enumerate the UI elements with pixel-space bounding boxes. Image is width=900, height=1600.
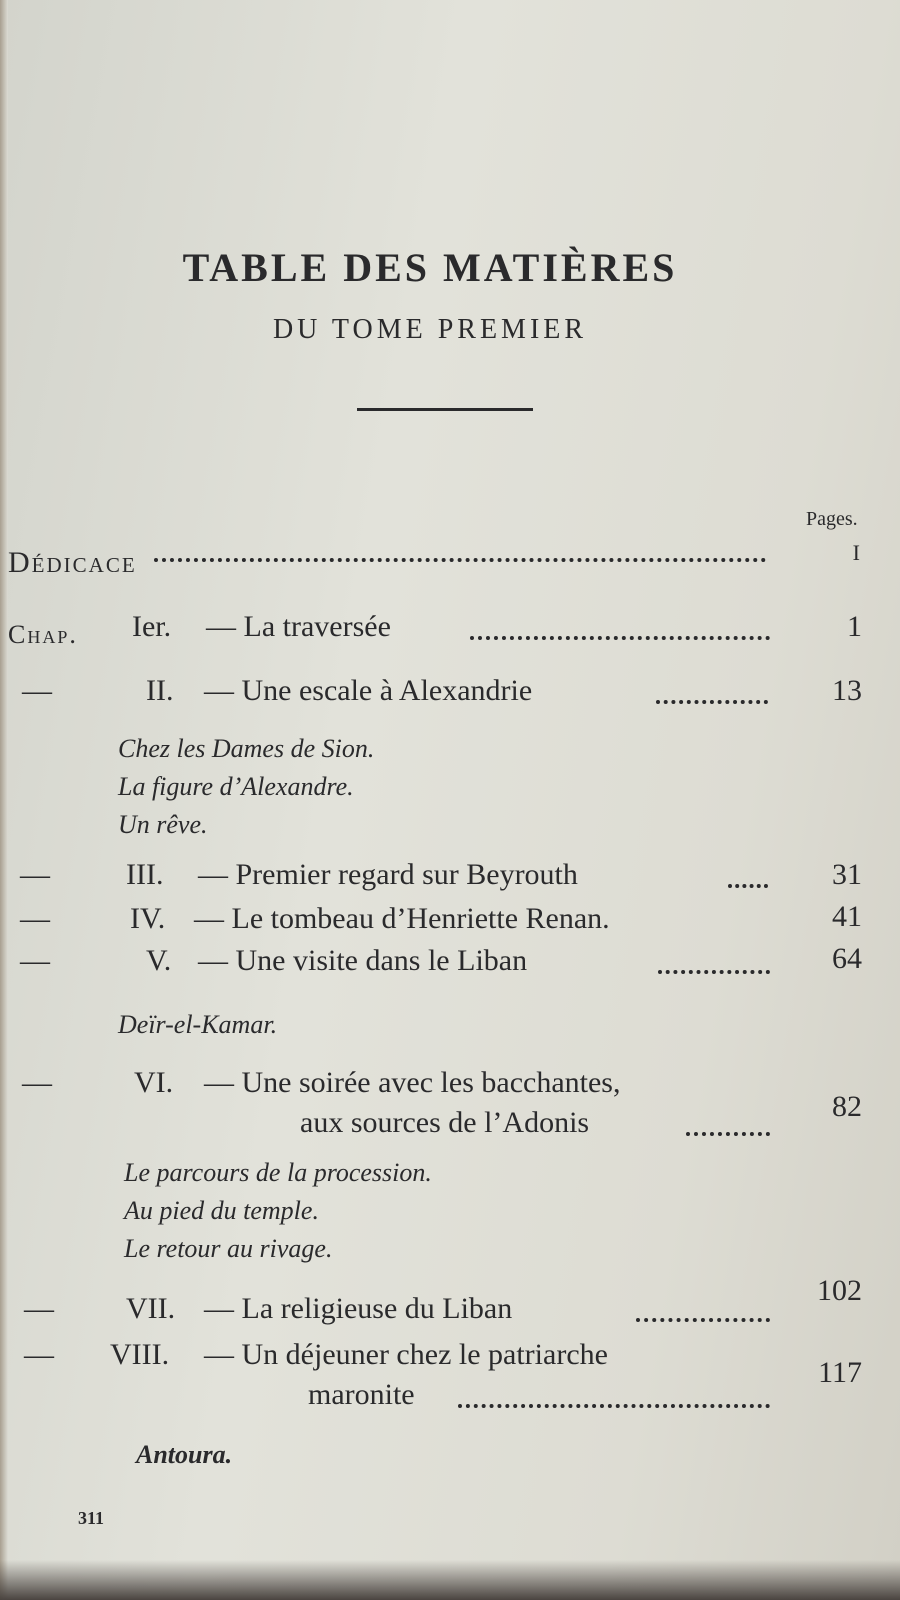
entry-dash: —: [24, 1292, 54, 1325]
entry-title: — Un déjeuner chez le patriarche: [204, 1338, 608, 1371]
entry-page: 41: [832, 900, 862, 933]
entry-title: — Une visite dans le Liban: [198, 944, 528, 977]
entry-subtopic: Chez les Dames de Sion.: [118, 734, 375, 763]
entry-number: III.: [126, 858, 164, 891]
dot-leader: [636, 1312, 770, 1322]
chap-label: Chap.: [8, 620, 78, 649]
entry-title: — Premier regard sur Beyrouth: [198, 858, 578, 891]
entry-subtopic: Deïr-el-Kamar.: [118, 1010, 278, 1039]
page-subtitle: DU TOME PREMIER: [272, 314, 588, 345]
pages-column-label: Pages.: [806, 508, 858, 530]
entry-title-continued: maronite: [308, 1378, 415, 1411]
entry-title: — La religieuse du Liban: [204, 1292, 513, 1325]
title-rule: [357, 408, 533, 411]
dot-leader: [470, 630, 770, 640]
dot-leader: [686, 1126, 770, 1136]
page-title: TABLE DES MATIÈRES: [182, 245, 678, 290]
page-number: 311: [78, 1508, 105, 1528]
entry-title: — La traversée: [206, 610, 391, 643]
entry-number: II.: [146, 674, 174, 707]
entry-subtopic: Au pied du temple.: [124, 1196, 319, 1225]
entry-dash: —: [22, 1066, 52, 1099]
entry-page: 82: [832, 1090, 862, 1123]
entry-page: 31: [832, 858, 862, 891]
entry-subtopic: Le retour au rivage.: [124, 1234, 333, 1263]
entry-number: V.: [146, 944, 172, 977]
entry-title-continued: aux sources de l’Adonis: [300, 1106, 590, 1139]
dot-leader: [658, 964, 770, 974]
entry-dash: —: [20, 858, 50, 891]
entry-page: 102: [817, 1274, 862, 1307]
page-bottom-shadow: [0, 1560, 900, 1600]
dot-leader: [458, 1398, 770, 1408]
entry-page: 64: [832, 942, 862, 975]
entry-page: 117: [818, 1356, 862, 1389]
entry-title: — Le tombeau d’Henriette Renan.: [194, 902, 610, 935]
dedication-page: I: [852, 540, 860, 565]
entry-title: — Une soirée avec les bacchantes,: [204, 1066, 621, 1099]
entry-subtopic: Un rêve.: [118, 810, 208, 839]
entry-dash: —: [24, 1338, 54, 1371]
entry-number: VIII.: [110, 1338, 170, 1371]
entry-dash: —: [20, 902, 50, 935]
entry-number: VI.: [134, 1066, 174, 1099]
entry-dash: —: [22, 674, 52, 707]
dot-leader: [656, 694, 768, 704]
entry-subtopic: Le parcours de la procession.: [124, 1158, 432, 1187]
entry-number: Ier.: [132, 610, 172, 643]
entry-number: IV.: [130, 902, 166, 935]
entry-subtopic: La figure d’Alexandre.: [118, 772, 354, 801]
dedication-label: Dédicace: [8, 546, 137, 579]
entry-page: 1: [847, 610, 862, 643]
entry-dash: —: [20, 944, 50, 977]
page-edge-shadow: [0, 0, 8, 1600]
entry-page: 13: [832, 674, 862, 707]
entry-number: VII.: [126, 1292, 176, 1325]
dot-leader: [154, 552, 766, 562]
dot-leader: [728, 878, 768, 888]
entry-subtopic: Antoura.: [136, 1440, 233, 1469]
entry-title: — Une escale à Alexandrie: [204, 674, 533, 707]
